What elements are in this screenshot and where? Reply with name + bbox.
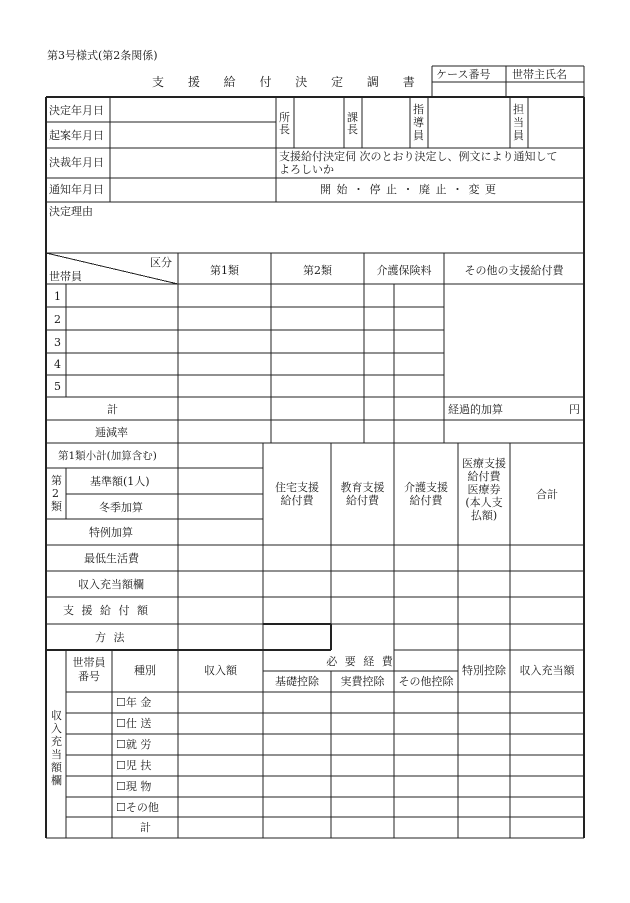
- total-label: 計: [107, 403, 118, 416]
- yen-unit: 円: [569, 403, 580, 416]
- section-chief-char1: 課: [347, 111, 358, 124]
- kind-remittance-checkbox[interactable]: ☐仕 送: [116, 717, 152, 730]
- kind-child-support-checkbox[interactable]: ☐児 扶: [116, 759, 152, 772]
- class2-char2: 2: [52, 487, 59, 500]
- household-member-label: 世帯員: [49, 270, 82, 283]
- care-benefit-line1: 介護支援: [404, 481, 448, 494]
- decision-date-label: 決定年月日: [49, 104, 104, 117]
- min-living-cost-label: 最低生活費: [84, 552, 139, 565]
- row-number: 5: [54, 380, 61, 393]
- caseworker-char3: 員: [513, 129, 524, 142]
- housing-benefit-line1: 住宅支援: [275, 481, 319, 494]
- kind-pension-checkbox[interactable]: ☐年 金: [116, 696, 152, 709]
- kind-in-kind-checkbox[interactable]: ☐現 物: [116, 780, 152, 793]
- caseworker-char2: 当: [513, 116, 524, 129]
- medical-benefit-line3: 医療券: [467, 483, 501, 496]
- housing-benefit-line2: 給付費: [280, 494, 314, 507]
- income-allocation-header: 収入充当額: [519, 664, 575, 677]
- notice-date-label: 通知年月日: [49, 183, 104, 196]
- approval-text-line1: 支援給付決定伺 次のとおり決定し、例文により通知して: [279, 150, 558, 163]
- kind-other-checkbox[interactable]: ☐その他: [116, 801, 159, 814]
- education-benefit-line2: 給付費: [346, 494, 379, 507]
- income-amount-header: 収入額: [204, 664, 237, 677]
- winter-addition-label: 冬季加算: [99, 501, 143, 514]
- other-deduction-header: その他控除: [398, 675, 454, 688]
- reduction-rate-label: 逓減率: [95, 426, 128, 439]
- special-addition-label: 特例加算: [89, 526, 133, 539]
- medical-benefit-line2: 給付費: [467, 470, 501, 483]
- division-label: 区分: [150, 256, 172, 269]
- care-benefit-line2: 給付費: [409, 494, 443, 507]
- method-label: 方 法: [95, 631, 127, 644]
- instructor-char2: 導: [413, 116, 424, 129]
- income-side-char1: 収: [51, 709, 62, 722]
- medical-benefit-line1: 医療支援: [462, 457, 506, 470]
- class2-char3: 類: [51, 500, 62, 513]
- director-char2: 長: [279, 123, 290, 136]
- class1-subtotal-label: 第1類小計(加算含む): [58, 450, 157, 462]
- medical-benefit-line4: (本人支: [465, 496, 503, 509]
- member-no-line2: 番号: [78, 670, 100, 683]
- form-number: 第3号様式(第2条関係): [47, 49, 158, 62]
- row-number: 3: [54, 336, 61, 349]
- actual-deduction-header: 実費控除: [340, 675, 385, 688]
- draft-date-label: 起案年月日: [49, 129, 104, 142]
- row-number: 2: [54, 313, 61, 326]
- col-class1: 第1類: [210, 264, 239, 277]
- base-amount-label: 基準額(1人): [90, 475, 150, 488]
- education-benefit-line1: 教育支援: [340, 481, 385, 494]
- head-name-label: 世帯主氏名: [512, 68, 567, 81]
- income-side-char4: 当: [51, 748, 62, 761]
- approval-date-label: 決裁年月日: [49, 156, 104, 169]
- income-side-char6: 欄: [51, 774, 62, 787]
- member-no-line1: 世帯員: [72, 656, 106, 669]
- caseworker-char1: 担: [513, 103, 524, 116]
- instructor-char3: 員: [413, 129, 424, 142]
- case-number-label: ケース番号: [436, 68, 491, 81]
- income-side-char5: 額: [51, 761, 62, 774]
- row-number: 4: [54, 358, 61, 371]
- class2-char1: 第: [51, 474, 62, 487]
- basic-deduction-header: 基礎控除: [275, 675, 319, 688]
- elapsed-addition-label: 経過的加算: [448, 403, 503, 416]
- section-chief-char2: 長: [347, 123, 358, 136]
- income-allocation-label: 収入充当額欄: [78, 578, 144, 591]
- col-care-insurance: 介護保険料: [376, 264, 432, 277]
- necessary-expenses-header: 必 要 経 費: [326, 655, 395, 668]
- medical-benefit-line5: 払額): [470, 509, 498, 522]
- approval-text-line2: よろしいか: [279, 163, 334, 176]
- form-title: 支 援 給 付 決 定 調 書: [152, 75, 425, 89]
- director-char1: 所: [279, 111, 290, 124]
- income-total-label: 計: [140, 821, 151, 834]
- support-amount-label: 支 援 給 付 額: [63, 604, 150, 617]
- notice-options: 開 始 ・ 停 止 ・ 廃 止 ・ 変 更: [320, 183, 497, 196]
- col-other-benefits: その他の支援給付費: [464, 264, 564, 277]
- income-side-char3: 充: [51, 735, 62, 748]
- sum-label: 合計: [536, 488, 558, 501]
- row-number: 1: [54, 290, 61, 303]
- income-side-char2: 入: [51, 722, 62, 735]
- special-deduction-header: 特別控除: [462, 664, 506, 677]
- instructor-char1: 指: [413, 103, 424, 116]
- reason-label: 決定理由: [49, 205, 93, 218]
- kind-employment-checkbox[interactable]: ☐就 労: [116, 738, 152, 751]
- col-class2: 第2類: [303, 264, 332, 277]
- kind-header: 種別: [134, 664, 156, 677]
